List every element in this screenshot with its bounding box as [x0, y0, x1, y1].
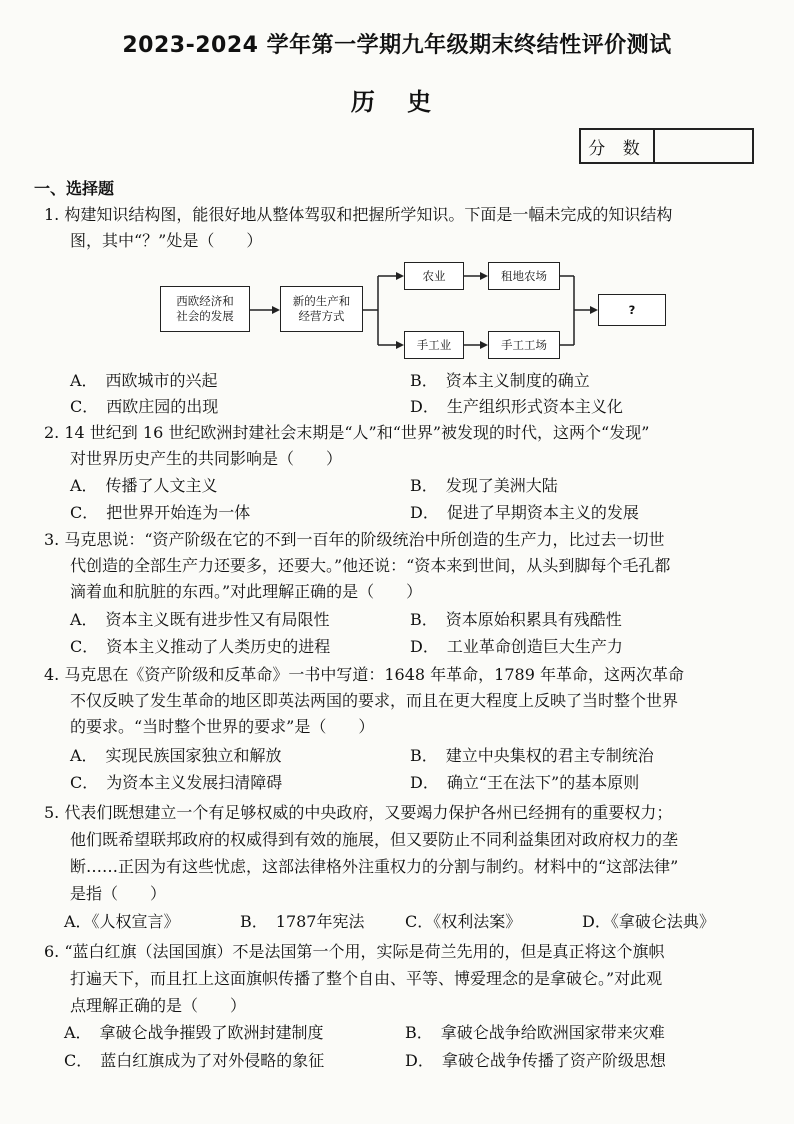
question-text-line: 不仅反映了发生革命的地区即英法两国的要求，而且在更大程度上反映了当时整个世界 — [70, 691, 679, 710]
diagram-box-workshop: 手工工场 — [488, 331, 560, 359]
option-c[interactable]: C． 蓝白红旗成为了对外侵略的象征 — [64, 1051, 325, 1070]
question-text-line: 3. 马克思说：“资产阶级在它的不到一百年的阶级统治中所创造的生产力，比过去一切世 — [44, 530, 665, 549]
option-a[interactable]: A． 实现民族国家独立和解放 — [70, 746, 282, 765]
diagram-box-leased-farm: 租地农场 — [488, 262, 560, 290]
question-text-line: 点理解正确的是（ ） — [70, 996, 247, 1015]
question-text-line: 4. 马克思在《资产阶级和反革命》一书中写道：1648 年革命，1789 年革命，这两次革命 — [44, 665, 684, 684]
option-b[interactable]: B． 资本主义制度的确立 — [410, 371, 590, 390]
option-c[interactable]: C． 资本主义推动了人类历史的进程 — [70, 637, 331, 656]
question-text-line: 打遍天下，而且扛上这面旗帜传播了整个自由、平等、博爱理念的是拿破仑。”对此观 — [70, 969, 663, 988]
option-d[interactable]: D． 生产组织形式资本主义化 — [410, 397, 623, 416]
question-text-line: 6. “蓝白红旗（法国国旗）不是法国第一个用，实际是荷兰先用的，但是真正将这个旗帜 — [44, 942, 665, 961]
option-b[interactable]: B． 1787年宪法 — [240, 912, 365, 931]
option-b[interactable]: B． 发现了美洲大陆 — [410, 476, 558, 495]
question-text-line: 1. 构建知识结构图，能很好地从整体驾驭和把握所学知识。下面是一幅未完成的知识结构 — [44, 205, 673, 224]
question-text-line: 代创造的全部生产力还要多，还要大。”他还说：“资本来到世间，从头到脚每个毛孔都 — [70, 556, 671, 575]
diagram-box-unknown: ? — [598, 294, 666, 326]
exam-title: 2023-2024 学年第一学期九年级期末终结性评价测试 — [122, 33, 672, 58]
option-d[interactable]: D． 促进了早期资本主义的发展 — [410, 503, 639, 522]
option-b[interactable]: B． 资本原始积累具有残酷性 — [410, 610, 622, 629]
score-value-field[interactable] — [655, 130, 752, 162]
question-text-line: 是指（ ） — [70, 884, 167, 903]
question-text-line: 5. 代表们既想建立一个有足够权威的中央政府，又要竭力保护各州已经拥有的重要权力； — [44, 803, 673, 822]
option-d[interactable]: D． 拿破仑战争传播了资产阶级思想 — [405, 1051, 666, 1070]
question-text-line: 图，其中“？”处是（ ） — [70, 231, 263, 250]
subject-title: 历 史 — [350, 88, 444, 116]
option-c[interactable]: C． 为资本主义发展扫清障碍 — [70, 773, 283, 792]
option-c[interactable]: C．《权利法案》 — [405, 912, 522, 931]
question-text-line: 滴着血和肮脏的东西。”对此理解正确的是（ ） — [70, 582, 423, 601]
section-heading: 一、选择题 — [34, 179, 115, 198]
option-a[interactable]: A． 西欧城市的兴起 — [70, 371, 218, 390]
score-label: 分 数 — [581, 130, 655, 162]
question-text-line: 的要求。“当时整个世界的要求”是（ ） — [70, 717, 375, 736]
option-b[interactable]: B． 拿破仑战争给欧洲国家带来灾难 — [405, 1023, 665, 1042]
option-a[interactable]: A． 资本主义既有进步性又有局限性 — [70, 610, 330, 629]
option-b[interactable]: B． 建立中央集权的君主专制统治 — [410, 746, 654, 765]
option-d[interactable]: D．《拿破仑法典》 — [582, 912, 715, 931]
diagram-box-handicraft: 手工业 — [404, 331, 464, 359]
question-text-line: 断……正因为有这些忧虑，这部法律格外注重权力的分割与制约。材料中的“这部法律” — [70, 857, 679, 876]
diagram-box-new-production: 新的生产和经营方式 — [280, 286, 363, 332]
question-text-line: 对世界历史产生的共同影响是（ ） — [70, 449, 343, 468]
option-c[interactable]: C． 把世界开始连为一体 — [70, 503, 251, 522]
diagram-box-agriculture: 农业 — [404, 262, 464, 290]
option-a[interactable]: A． 传播了人文主义 — [70, 476, 218, 495]
option-d[interactable]: D． 工业革命创造巨大生产力 — [410, 637, 623, 656]
option-c[interactable]: C． 西欧庄园的出现 — [70, 397, 219, 416]
question-text-line: 他们既希望联邦政府的权威得到有效的施展，但又要防止不同利益集团对政府权力的垄 — [70, 830, 679, 849]
score-box — [579, 128, 754, 164]
diagram-box-western-europe: 西欧经济和社会的发展 — [160, 286, 250, 332]
option-d[interactable]: D． 确立“王在法下”的基本原则 — [410, 773, 640, 792]
option-a[interactable]: A．《人权宣言》 — [64, 912, 180, 931]
question-text-line: 2. 14 世纪到 16 世纪欧洲封建社会末期是“人”和“世界”被发现的时代，这两个“发现” — [44, 423, 650, 442]
option-a[interactable]: A． 拿破仑战争摧毁了欧洲封建制度 — [64, 1023, 324, 1042]
